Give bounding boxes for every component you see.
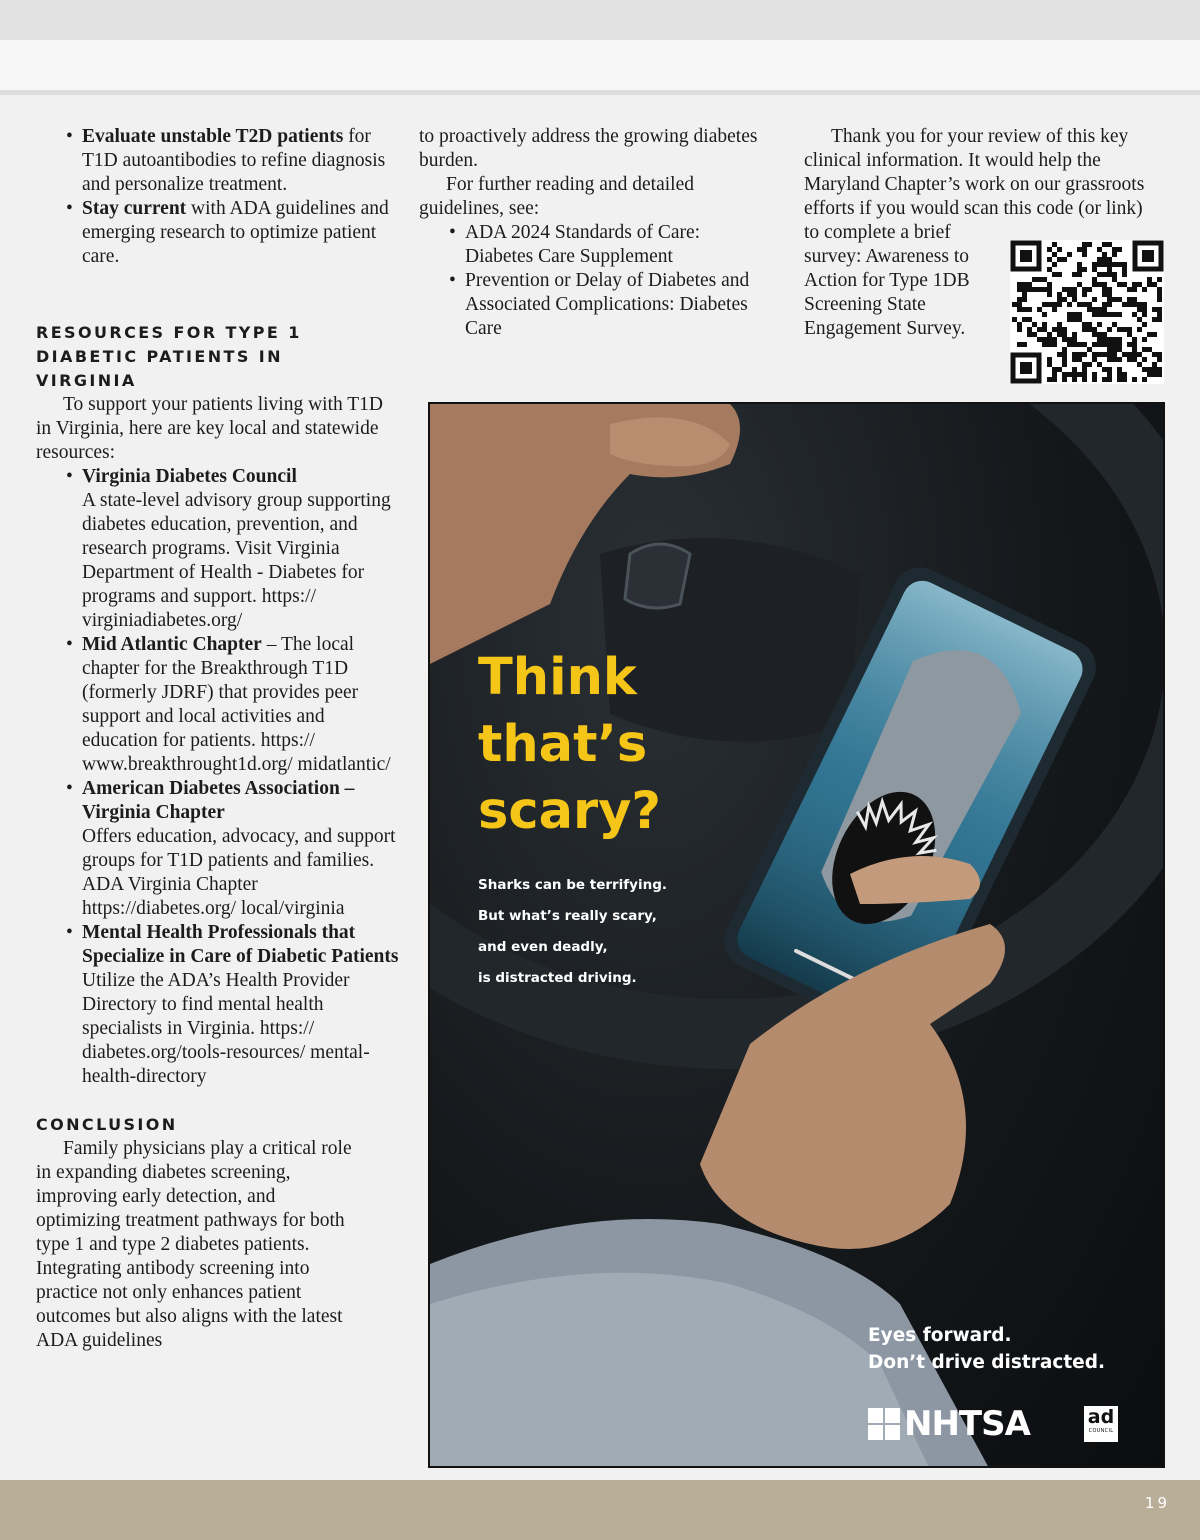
nhtsa-logo [868, 1406, 1030, 1442]
column-left [36, 125, 402, 1353]
ad-council-logo: ad COUNCIL [1084, 1406, 1118, 1442]
list-item: • Mid Atlantic Chapter – The local chapter for the Breakthrough T1D (formerly JDRF) that provides peer support and local activities and education for patients. https:// www.breakthrought1d.org/ midatlantic/ [82, 633, 402, 777]
list-item: • Prevention or Delay of Diabetes and Associated Complications: Diabetes Care [465, 269, 764, 341]
resources-heading: RESOURCES FOR TYPE 1 DIABETIC PATIENTS IN VIRGINIA [36, 323, 302, 390]
ad-headline: Think that’s scary? [478, 648, 661, 841]
list-item: • Virginia Diabetes Council A state-level advisory group supporting diabetes education, prevention, and research programs. Visit Virginia Department of Health - Diabetes for programs and support. https:// virginiadiabetes.org/ [82, 465, 402, 633]
survey-text: to complete a brief survey: Awareness to Action for Type 1DB Screening State Engagement Survey. [804, 222, 970, 339]
bullet-list-top [82, 125, 402, 269]
list-item: • Evaluate unstable T2D patients for T1D autoantibodies to refine diagnosis and personalize treatment. [82, 125, 402, 197]
header-band [0, 40, 1200, 95]
continuation-text: to proactively address the growing diabetes burden. [419, 126, 758, 171]
ad-body [478, 870, 738, 994]
list-item: • Stay current with ADA guidelines and emerging research to optimize patient care. [82, 197, 402, 269]
top-bar [0, 0, 1200, 40]
thanks-text: Thank you for your review of this key clinical information. It would help the Maryland Chapter’s work on our grassroots efforts if you would scan this code (or link) [804, 126, 1145, 219]
nhtsa-wordmark: NHTSA [904, 1404, 1030, 1444]
ad-body-line: Sharks can be terrifying. [478, 877, 668, 893]
nhtsa-mark-icon [868, 1408, 900, 1440]
tagline-line-1: Eyes forward. [868, 1325, 1012, 1346]
ad-tagline [868, 1322, 1105, 1376]
list-item: • ADA 2024 Standards of Care: Diabetes Care Supplement [465, 221, 764, 269]
conclusion-heading: CONCLUSION [36, 1115, 178, 1134]
ad-body-line: is distracted driving. [478, 970, 637, 986]
resources-list [82, 465, 402, 1089]
tagline-line-2: Don’t drive distracted. [868, 1352, 1105, 1373]
ad-body-line: and even deadly, [478, 939, 608, 955]
page-number: 19 [1144, 1494, 1170, 1512]
reference-list [465, 221, 764, 341]
further-reading: For further reading and detailed guidelines, see: [419, 174, 694, 219]
ad-body-line: But what’s really scary, [478, 908, 657, 924]
qr-code-icon[interactable] [1010, 240, 1164, 384]
resources-intro: To support your patients living with T1D in Virginia, here are key local and statewide resources: [36, 394, 384, 463]
conclusion-text: Family physicians play a critical role in expanding diabetes screening, improving early detection, and optimizing treatment pathways for both type 1 and type 2 diabetes patients. Integrating antibody screening into practice not only enhances patient outcomes but also aligns with the latest ADA guidelines [36, 1138, 352, 1351]
distracted-driving-ad [428, 402, 1165, 1468]
footer-band [0, 1480, 1200, 1540]
list-item: • Mental Health Professionals that Specialize in Care of Diabetic Patients Utilize the ADA’s Health Provider Directory to find mental health specialists in Virginia. https:// diabetes.org/tools-resources/ mental-health-directory [82, 921, 402, 1089]
column-middle [419, 125, 764, 341]
list-item: • American Diabetes Association – Virginia Chapter Offers education, advocacy, and support groups for T1D patients and families. ADA Virginia Chapter https://diabetes.org/ local/virginia [82, 777, 402, 921]
